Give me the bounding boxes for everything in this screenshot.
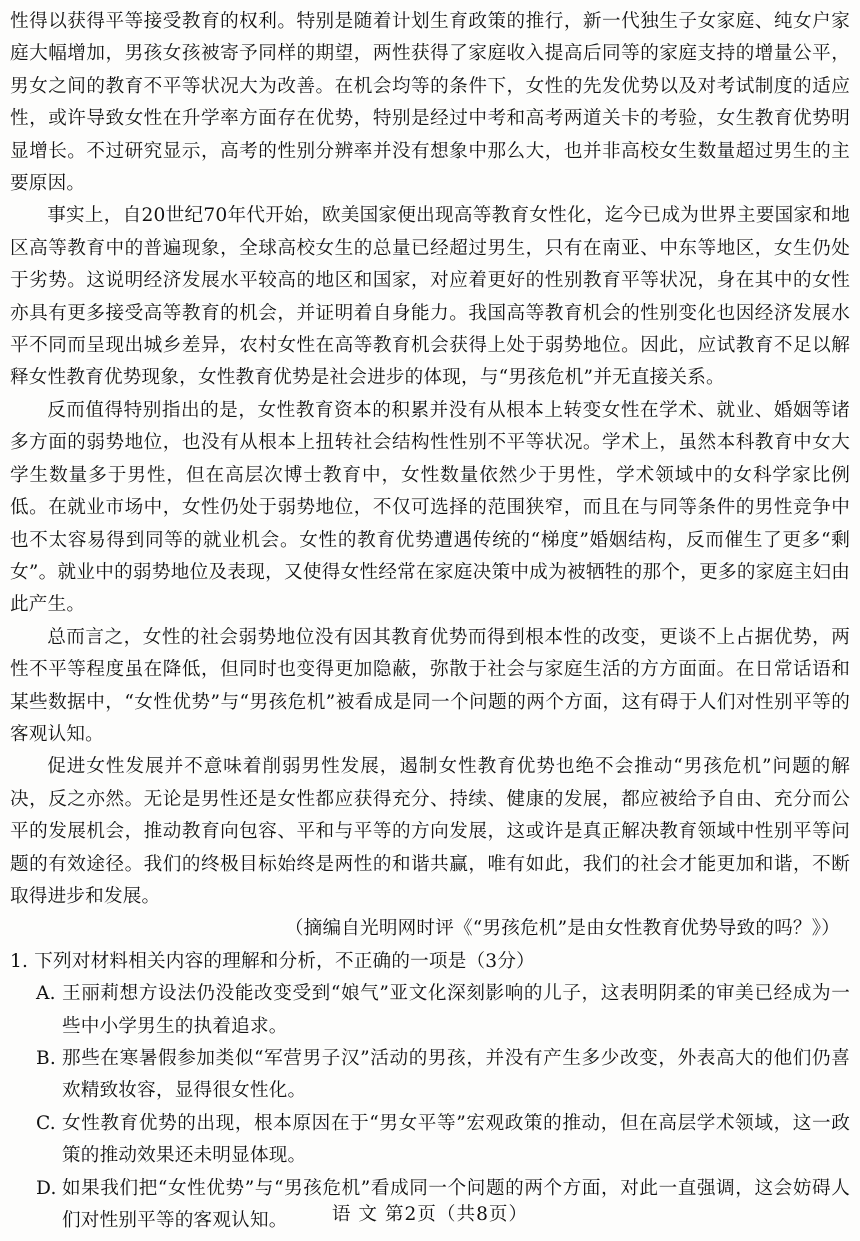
answer-options (10, 978, 850, 1237)
paragraph-summary: 总而言之，女性的社会弱势地位没有因其教育优势而得到根本性的改变，更谈不上占据优势，两性不平等程度虽在降低，但同时也变得更加隐蔽，弥散于社会与家庭生活的方方面面。在日常话语和某些数据中，“女性优势”与“男孩危机”被看成是同一个问题的两个方面，这有碍于人们对性别平等的客观认知。 (10, 626, 850, 745)
option-a (10, 978, 850, 1043)
option-letter: D. (36, 1177, 57, 1199)
page-content (10, 6, 850, 1237)
option-text: 王丽莉想方设法仍没能改变受到“娘气”亚文化深刻影响的儿子，这表明阴柔的审美已经成为一些中小学男生的执着追求。 (62, 983, 850, 1037)
option-text: 女性教育优势的出现，根本原因在于“男女平等”宏观政策的推动，但在高层学术领域，这一政策的推动效果还未明显体现。 (62, 1112, 850, 1167)
paragraph-higher-education: 事实上，自20世纪70年代开始，欧美国家便出现高等教育女性化，迄今已成为世界主要国家和地区高等教育中的普遍现象，全球高校女生的总量已经超过男生，只有在南亚、中东等地区，女生仍处于劣势。这说明经济发展水平较高的地区和国家，对应着更好的性别教育平等状况，身在其中的女性亦具有更多接受高等教育的机会，并证明着自身能力。我国高等教育机会的性别变化也因经济发展水平不同而呈现出城乡差异，农村女性在高等教育机会获得上处于弱势地位。因此，应试教育不足以解释女性教育优势现象，女性教育优势是社会进步的体现，与“男孩危机”并无直接关系。 (10, 205, 850, 389)
paragraph-conclusion: 促进女性发展并不意味着削弱男性发展，遏制女性教育优势也绝不会推动“男孩危机”问题的解决，反之亦然。无论是男性还是女性都应获得充分、持续、健康的发展，都应被给予自由、充分而公平的发展机会，推动教育向包容、平和与平等的方向发展，这或许是真正解决教育领域中性别平等问题的有效途径。我们的终极目标始终是两性的和谐共赢，唯有如此，我们的社会才能更加和谐，不断取得进步和发展。 (10, 756, 850, 907)
option-text: 如果我们把“女性优势”与“男孩危机”看成同一个问题的两个方面，对此一直强调，这会妨碍人们对性别平等的客观认知。 (62, 1177, 850, 1232)
question-stem: 1. 下列对材料相关内容的理解和分析，不正确的一项是（3分） (10, 950, 535, 972)
option-letter: A. (36, 983, 56, 1005)
option-c (10, 1108, 850, 1173)
paragraph-disadvantage: 反而值得特别指出的是，女性教育资本的积累并没有从根本上转变女性在学术、就业、婚姻等诸多方面的弱势地位，也没有从根本上扭转社会结构性性别不平等状况。学术上，虽然本科教育中女大学生数量多于男性，但在高层次博士教育中，女性数量依然少于男性，学术领域中的女科学家比例低。在就业市场中，女性仍处于弱势地位，不仅可选择的范围狭窄，而且在与同等条件的男性竞争中也不太容易得到同等的就业机会。女性的教育优势遭遇传统的“梯度”婚姻结构，反而催生了更多“剩女”。就业中的弱势地位及表现，又使得女性经常在家庭决策中成为被牺牲的那个，更多的家庭主妇由此产生。 (10, 399, 850, 616)
option-text: 那些在寒暑假参加类似“军营男子汉”活动的男孩，并没有产生多少改变，外表高大的他们仍喜欢精致妆容，显得很女性化。 (62, 1048, 850, 1102)
option-letter: C. (36, 1112, 56, 1134)
source-citation: （摘编自光明网时评《“男孩危机”是由女性教育优势导致的吗？》） (284, 918, 840, 940)
option-b (10, 1043, 850, 1108)
paragraph-continued: 性得以获得平等接受教育的权利。特别是随着计划生育政策的推行，新一代独生子女家庭、纯女户家庭大幅增加，男孩女孩被寄予同样的期望，两性获得了家庭收入提高后同等的家庭支持的增量公平，男女之间的教育不平等状况大为改善。在机会均等的条件下，女性的先发优势以及对考试制度的适应性，或许导致女性在升学率方面存在优势，特别是经过中考和高考两道关卡的考验，女生教育优势明显增长。不过研究显示，高考的性别分辨率并没有想象中那么大，也并非高校女生数量超过男生的主要原因。 (10, 11, 850, 195)
option-letter: B. (36, 1048, 56, 1069)
page-footer: 语 文 第2页（共8页） (331, 1204, 529, 1225)
